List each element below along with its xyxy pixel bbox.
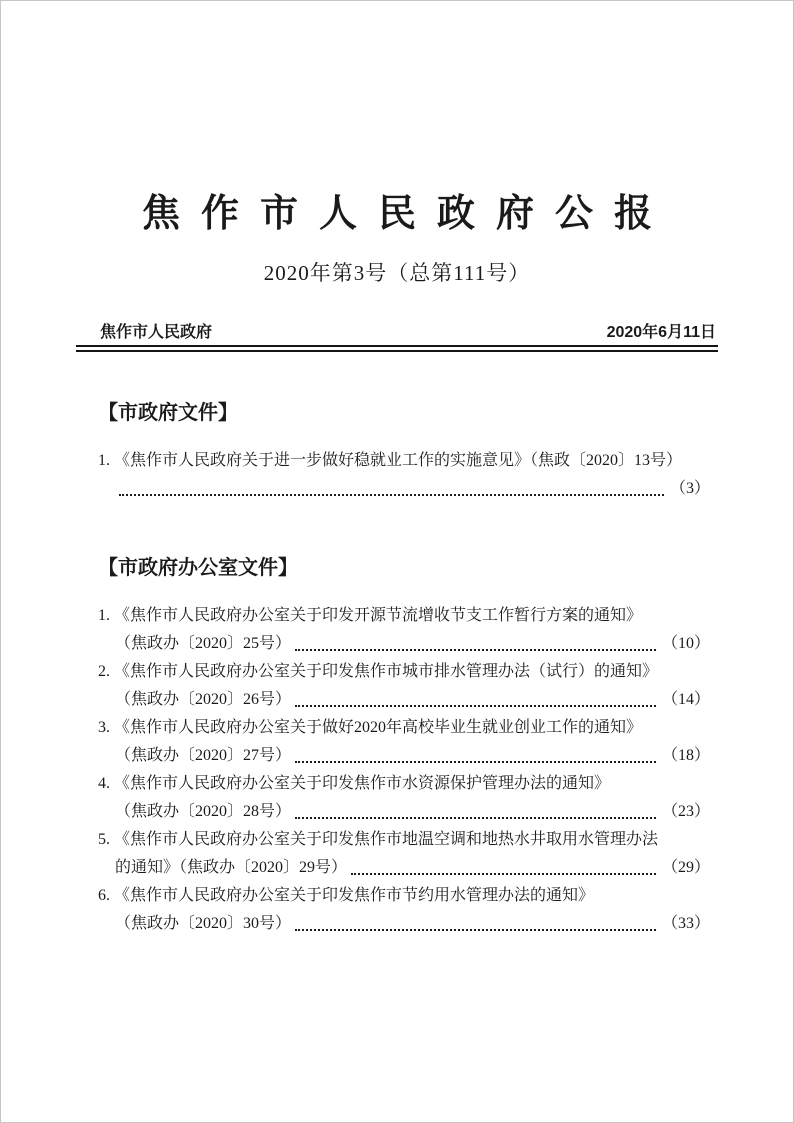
section-government-documents bbox=[98, 402, 710, 503]
toc-item-continuation: （焦政办〔2020〕25号） bbox=[115, 635, 292, 652]
toc-item-page-number: （29） bbox=[661, 859, 710, 876]
toc-item-leader-line bbox=[98, 742, 710, 770]
toc-item-number: 4. bbox=[98, 775, 110, 792]
toc-item-title: 《焦作市人民政府办公室关于做好2020年高校毕业生就业创业工作的通知》 bbox=[114, 719, 643, 736]
toc-item-title: 《焦作市人民政府办公室关于印发焦作市城市排水管理办法（试行）的通知》 bbox=[114, 663, 659, 680]
masthead bbox=[76, 324, 718, 341]
toc-item-page-number: （23） bbox=[661, 803, 710, 820]
publisher-name: 焦作市人民政府 bbox=[100, 324, 213, 341]
toc-item-title-line bbox=[98, 602, 710, 630]
toc-item-title-line bbox=[98, 658, 710, 686]
publication-date: 2020年6月11日 bbox=[606, 324, 716, 341]
dot-leader bbox=[351, 873, 656, 875]
toc-item bbox=[98, 770, 710, 826]
toc-item-leader-line bbox=[98, 475, 710, 503]
toc-item-number: 6. bbox=[98, 887, 110, 904]
toc-item-page-number: （18） bbox=[661, 747, 710, 764]
toc-item bbox=[98, 658, 710, 714]
issue-number-line: 2020年第3号（总第111号） bbox=[263, 261, 531, 285]
toc-item-continuation: （焦政办〔2020〕27号） bbox=[115, 747, 292, 764]
toc-item-continuation: （焦政办〔2020〕26号） bbox=[115, 691, 292, 708]
toc-item-title: 《焦作市人民政府办公室关于印发焦作市节约用水管理办法的通知》 bbox=[114, 887, 595, 904]
toc-item-leader-line bbox=[98, 686, 710, 714]
page-title: 焦作市人民政府公报 bbox=[141, 193, 673, 235]
toc-item-page-number: （3） bbox=[669, 480, 710, 497]
toc-item-page-number: （33） bbox=[661, 915, 710, 932]
masthead-double-rule bbox=[76, 345, 718, 352]
toc-item bbox=[98, 447, 710, 503]
toc-item-title-line bbox=[98, 770, 710, 798]
toc-item-page-number: （10） bbox=[661, 635, 710, 652]
toc-item-number: 3. bbox=[98, 719, 110, 736]
toc-item-title: 《焦作市人民政府办公室关于印发焦作市地温空调和地热水井取用水管理办法 bbox=[114, 831, 659, 848]
toc-item bbox=[98, 882, 710, 938]
toc-item-continuation: 的通知》（焦政办〔2020〕29号） bbox=[115, 859, 348, 876]
toc-item-leader-line bbox=[98, 854, 710, 882]
dot-leader bbox=[295, 705, 656, 707]
toc-item-title: 《焦作市人民政府办公室关于印发焦作市水资源保护管理办法的通知》 bbox=[114, 775, 611, 792]
toc-item-number: 2. bbox=[98, 663, 110, 680]
toc-item-title-line bbox=[98, 447, 710, 475]
toc-item-continuation: （焦政办〔2020〕28号） bbox=[115, 803, 292, 820]
toc-item-leader-line bbox=[98, 630, 710, 658]
dot-leader bbox=[295, 817, 656, 819]
toc-item-title: 《焦作市人民政府办公室关于印发开源节流增收节支工作暂行方案的通知》 bbox=[114, 607, 643, 624]
toc-item-page-number: （14） bbox=[661, 691, 710, 708]
dot-leader bbox=[295, 761, 656, 763]
toc-item-number: 1. bbox=[98, 607, 110, 624]
toc-item-number: 1. bbox=[98, 452, 110, 469]
toc-item-leader-line bbox=[98, 910, 710, 938]
section-heading: 【市政府文件】 bbox=[98, 402, 238, 424]
section-government-office-documents bbox=[98, 557, 710, 938]
toc-item bbox=[98, 602, 710, 658]
dot-leader bbox=[295, 929, 656, 931]
toc-item-title-line bbox=[98, 714, 710, 742]
toc-item-title: 《焦作市人民政府关于进一步做好稳就业工作的实施意见》（焦政〔2020〕13号） bbox=[114, 452, 683, 469]
section-heading: 【市政府办公室文件】 bbox=[98, 557, 298, 579]
toc-item-number: 5. bbox=[98, 831, 110, 848]
dot-leader bbox=[119, 494, 664, 496]
toc-item-leader-line bbox=[98, 798, 710, 826]
toc-item-title-line bbox=[98, 882, 710, 910]
toc-item-title-line bbox=[98, 826, 710, 854]
dot-leader bbox=[295, 649, 656, 651]
toc-item bbox=[98, 826, 710, 882]
table-of-contents bbox=[98, 402, 710, 938]
toc-item-continuation: （焦政办〔2020〕30号） bbox=[115, 915, 292, 932]
toc-item bbox=[98, 714, 710, 770]
